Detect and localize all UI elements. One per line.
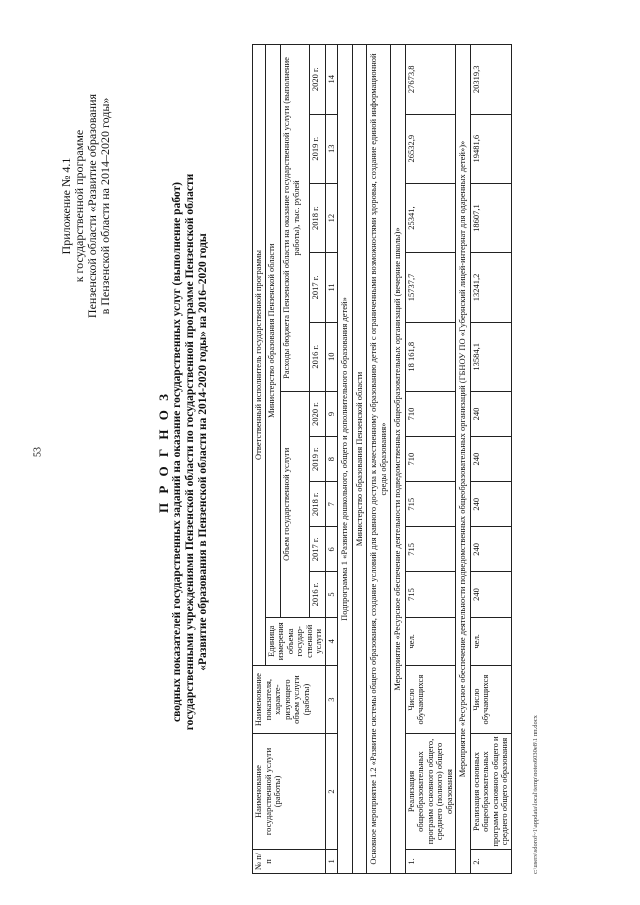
- year-header: 2020 г.: [309, 391, 325, 436]
- row-value: 15737,7: [405, 253, 456, 322]
- row-value: 240: [470, 572, 511, 617]
- table-row: [470, 45, 511, 874]
- year-header: 2019 г.: [309, 114, 325, 183]
- heading-title: П Р О Г Н О З: [156, 390, 171, 514]
- header-no: № п/п: [253, 849, 326, 873]
- year-header: 2018 г.: [309, 482, 325, 527]
- appendix-block: [60, 46, 112, 366]
- appendix-line: Пензенской области «Развитие образования: [85, 93, 99, 319]
- appendix-line: в Пензенской области на 2014–2020 годы»: [98, 97, 112, 315]
- row-value: 715: [405, 572, 456, 617]
- column-number: 7: [325, 482, 338, 527]
- row-value: 19481,6: [470, 114, 511, 183]
- heading-line: сводных показателей государственных заданий на оказание государственных услуг (выполнение работ): [171, 181, 183, 723]
- column-number: 6: [325, 527, 338, 572]
- appendix-line: Приложение № 4.1: [59, 157, 73, 255]
- appendix-line: к государственной программе: [72, 129, 86, 283]
- column-number: 8: [325, 437, 338, 482]
- year-header: 2017 г.: [309, 527, 325, 572]
- row-service: Реализация основных общеобразовательных программ основного общего и среднего общего образования: [470, 734, 511, 850]
- row-indicator: Число обучающихся: [470, 665, 511, 733]
- year-header: 2016 г.: [309, 572, 325, 617]
- row-value: 710: [405, 391, 456, 436]
- heading-line: «Развитие образования в Пензенской области на 2014-2020 годы» на 2016–2020 годы: [197, 233, 209, 671]
- year-header: 2018 г.: [309, 183, 325, 252]
- year-header: 2016 г.: [309, 322, 325, 391]
- page-number: 53: [32, 447, 44, 457]
- column-number: 1: [325, 849, 338, 873]
- main-event-row: Основное мероприятие 1.2 «Развитие системы общего образования, создание условий для равного доступа к качественному образованию детей с ограниченными возможностями здоровья, создание единой информационной среды образования»: [367, 45, 391, 874]
- event-row: Мероприятие «Ресурсное обеспечение деятельности подведомственных общеобразовательных организаций (вечерние школы)»: [391, 45, 406, 874]
- header-indicator: Наименование показателя, характе-ризующего объем услуги (работы): [253, 665, 326, 733]
- year-header: 2019 г.: [309, 437, 325, 482]
- row-unit: чел.: [470, 617, 511, 665]
- row-value: 20319,3: [470, 45, 511, 115]
- file-path-footer: c:\users\sdorof~1\appdata\local\temp\notes6030e8\1 пп.docx: [532, 715, 539, 874]
- column-number: 14: [325, 45, 338, 115]
- row-value: 18 161,8: [405, 322, 456, 391]
- row-value: 240: [470, 527, 511, 572]
- row-value: 26532,9: [405, 114, 456, 183]
- row-service: Реализация общеобразовательных программ основного общего, среднего (полного) общего образования: [405, 734, 456, 850]
- header-ministry: Министерство образования Пензенской области: [265, 45, 281, 618]
- row-indicator: Число обучающихся: [405, 665, 456, 733]
- table-row: [405, 45, 456, 874]
- document-heading: [156, 12, 210, 892]
- column-number: 13: [325, 114, 338, 183]
- column-number: 4: [325, 617, 338, 665]
- row-unit: чел.: [405, 617, 456, 665]
- year-header: 2020 г.: [309, 45, 325, 115]
- subprogram-row: Подпрограмма 1 «Развитие дошкольного, общего и дополнительного образования детей»: [338, 45, 353, 874]
- column-number: 3: [325, 665, 338, 733]
- column-number: 2: [325, 734, 338, 850]
- row-value: 18607,1: [470, 183, 511, 252]
- heading-line: государственными учреждениями Пензенской области по государственной программе Пензенской области: [184, 173, 196, 731]
- row-value: 715: [405, 482, 456, 527]
- event-row: Мероприятие «Ресурсное обеспечение деятельности подведомственных общеобразовательных организаций (ГБНОУ ПО «Губернский лицей-интернат для одаренных детей»)»: [456, 45, 471, 874]
- row-value: 240: [470, 482, 511, 527]
- header-service: Наименование государственной услуги (работы): [253, 734, 326, 850]
- rotated-document: [60, 12, 580, 892]
- ministry-row: Министерство образования Пензенской области: [352, 45, 367, 874]
- column-number: 5: [325, 572, 338, 617]
- row-value: 240: [470, 391, 511, 436]
- row-value: 13241,2: [470, 253, 511, 322]
- row-value: 240: [470, 437, 511, 482]
- row-no: 2.: [470, 849, 511, 873]
- row-no: 1.: [405, 849, 456, 873]
- header-volume: Объем государственной услуги: [281, 391, 309, 617]
- header-executor: Ответственный исполнитель государственной программы: [253, 45, 266, 666]
- row-value: 710: [405, 437, 456, 482]
- column-number: 10: [325, 322, 338, 391]
- header-expenses: Расходы бюджета Пензенской области на оказание государственной услуги (выполнение работы), тыс. рублей: [281, 45, 309, 392]
- row-value: 25341,: [405, 183, 456, 252]
- year-header: 2017 г.: [309, 253, 325, 322]
- column-number: 12: [325, 183, 338, 252]
- forecast-table: [252, 44, 512, 874]
- header-unit: Единица измерения объема государ-ственной услуги: [265, 617, 325, 665]
- row-value: 13584,1: [470, 322, 511, 391]
- row-value: 715: [405, 527, 456, 572]
- column-number: 11: [325, 253, 338, 322]
- row-value: 27673,8: [405, 45, 456, 115]
- column-number: 9: [325, 391, 338, 436]
